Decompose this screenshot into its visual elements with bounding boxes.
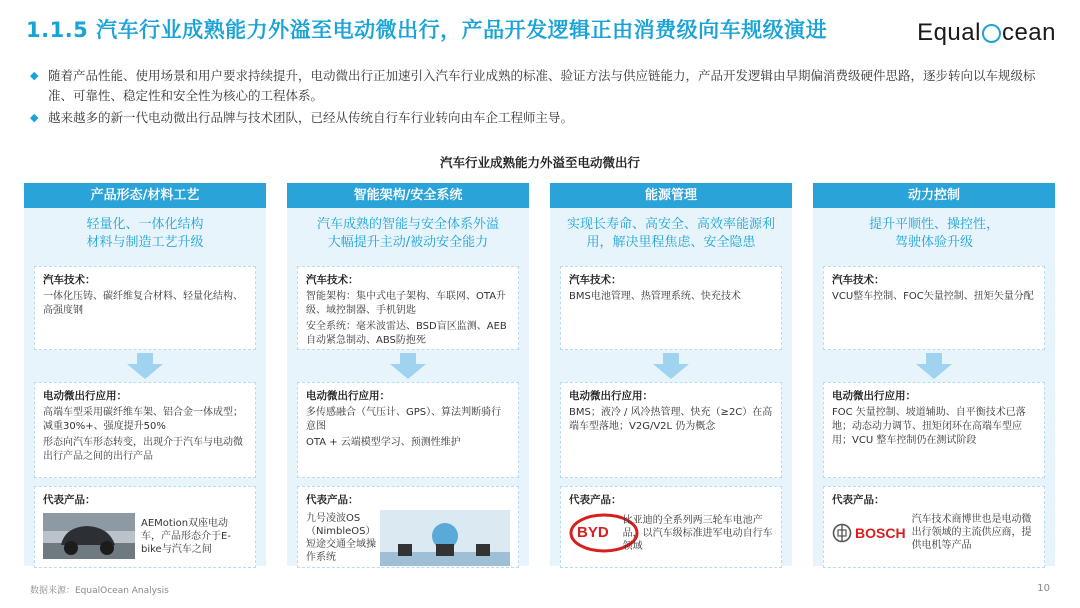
diamond-icon: ◆ xyxy=(30,111,39,124)
auto-tech-label: 汽车技术： xyxy=(43,274,96,286)
auto-tech-label: 汽车技术： xyxy=(832,274,885,286)
application-text: 高端车型采用碳纤维车架、铝合金一体成型；减重30%+、强度提升50% xyxy=(43,407,243,432)
equalocean-logo xyxy=(917,16,1056,50)
column-summary: 汽车成熟的智能与安全体系外溢 大幅提升主动/被动安全能力 xyxy=(316,217,499,250)
column-summary: 实现长寿命、高安全、高效率能源利用，解决里程焦虑、安全隐患 xyxy=(566,217,775,250)
auto-tech-text: 一体化压铸、碳纤维复合材料、轻量化结构、高强度钢 xyxy=(43,291,243,316)
bullet-list xyxy=(30,66,1060,130)
auto-tech-text: 智能架构：集中式电子架构、车联网、OTA升级、域控制器、手机钥匙 xyxy=(306,291,507,316)
auto-tech-text: 安全系统：毫米波雷达、BSD盲区监测、AEB自动紧急制动、ABS防抱死 xyxy=(306,321,507,346)
product-box xyxy=(297,486,519,568)
column-header: 产品形态/材料工艺 xyxy=(24,183,266,208)
auto-tech-text: BMS电池管理、热管理系统、快充技术 xyxy=(569,291,741,302)
down-arrow-icon xyxy=(651,353,691,379)
product-label: 代表产品： xyxy=(306,494,359,506)
product-text: 九号凌波OS（NimbleOS）短途交通全域操作系统 xyxy=(306,513,376,563)
column-summary: 轻量化、一体化结构 材料与制造工艺升级 xyxy=(86,217,204,250)
byd-logo-text: BYD xyxy=(577,524,609,541)
bullet-item xyxy=(30,108,1060,128)
product-label: 代表产品： xyxy=(569,494,622,506)
product-label: 代表产品： xyxy=(43,494,96,506)
auto-tech-text: VCU整车控制、FOC矢量控制、扭矩矢量分配 xyxy=(832,291,1034,302)
down-arrow-icon xyxy=(914,353,954,379)
data-source: 数据来源：EqualOcean Analysis xyxy=(30,586,169,596)
application-text: 形态向汽车形态转变，出现介于汽车与电动微出行产品之间的出行产品 xyxy=(43,437,243,462)
bullet-item xyxy=(30,66,1060,106)
product-box xyxy=(34,486,256,568)
column-header: 能源管理 xyxy=(550,183,792,208)
page-number: 10 xyxy=(1037,583,1050,594)
column-energy-management xyxy=(550,183,792,566)
application-text: BMS；液冷 / 风冷热管理、快充（≥2C）在高端车型落地；V2G/V2L 仍为概念 xyxy=(569,407,773,432)
product-text: 比亚迪的全系列两三轮车电池产品，以汽车级标准进军电动自行车领域 xyxy=(622,514,773,552)
application-text: OTA + 云端模型学习、预测性维护 xyxy=(306,437,461,448)
application-label: 电动微出行应用： xyxy=(306,390,390,402)
logo-text: Equal cean xyxy=(917,19,1056,46)
product-text: AEMotion双座电动车，产品形态介于E-bike与汽车之间 xyxy=(141,517,231,555)
aemotion-vehicle-image xyxy=(43,513,135,559)
bullet-text: 越来越多的新一代电动微出行品牌与技术团队，已经从传统自行车行业转向由车企工程师主导。 xyxy=(48,110,574,125)
product-label: 代表产品： xyxy=(832,494,885,506)
product-text: 汽车技术商博世也是电动微出行领域的主流供应商，提供电机等产品 xyxy=(911,514,1032,551)
application-label: 电动微出行应用： xyxy=(569,390,653,402)
auto-tech-box xyxy=(297,266,519,350)
nimbleos-promo-image xyxy=(380,510,510,566)
page-title: 1.1.5 汽车行业成熟能力外溢至电动微出行，产品开发逻辑正由消费级向车规级演进 xyxy=(26,18,828,42)
column-body xyxy=(813,208,1055,566)
column-product-form xyxy=(24,183,266,566)
column-body xyxy=(287,208,529,566)
application-label: 电动微出行应用： xyxy=(832,390,916,402)
auto-tech-label: 汽车技术： xyxy=(569,274,622,286)
column-power-control xyxy=(813,183,1055,566)
application-box xyxy=(560,382,782,478)
bosch-logo-icon xyxy=(832,523,852,543)
diagram-title: 汽车行业成熟能力外溢至电动微出行 xyxy=(439,155,640,170)
auto-tech-box xyxy=(560,266,782,350)
column-body xyxy=(550,208,792,566)
application-text: 多传感融合（气压计、GPS）、算法判断骑行意图 xyxy=(306,407,502,432)
column-header: 智能架构/安全系统 xyxy=(287,183,529,208)
auto-tech-label: 汽车技术： xyxy=(306,274,359,286)
product-box xyxy=(823,486,1045,568)
auto-tech-box xyxy=(34,266,256,350)
diamond-icon: ◆ xyxy=(30,69,39,82)
column-smart-safety xyxy=(287,183,529,566)
column-summary: 提升平顺性、操控性， 驾驶体验升级 xyxy=(868,217,999,250)
down-arrow-icon xyxy=(388,353,428,379)
auto-tech-box xyxy=(823,266,1045,350)
bullet-text: 随着产品性能、使用场景和用户要求持续提升，电动微出行正加速引入汽车行业成熟的标准、验证方法与供应链能力，产品开发逻辑由早期偏消费级硬件思路，逐步转向以车规级标准、可靠性、稳定性和安全性为核心的工程体系。 xyxy=(48,68,1036,103)
application-box xyxy=(823,382,1045,478)
application-label: 电动微出行应用： xyxy=(43,390,127,402)
down-arrow-icon xyxy=(125,353,165,379)
column-header: 动力控制 xyxy=(813,183,1055,208)
application-box xyxy=(297,382,519,478)
product-box xyxy=(560,486,782,568)
bosch-logo-text: BOSCH xyxy=(855,524,906,541)
column-body xyxy=(24,208,266,566)
application-text: FOC 矢量控制、坡道辅助、自平衡技术已落地；动态动力调节、扭矩闭环在高端车型应用；VCU 整车控制仍在测试阶段 xyxy=(832,407,1026,446)
application-box xyxy=(34,382,256,478)
